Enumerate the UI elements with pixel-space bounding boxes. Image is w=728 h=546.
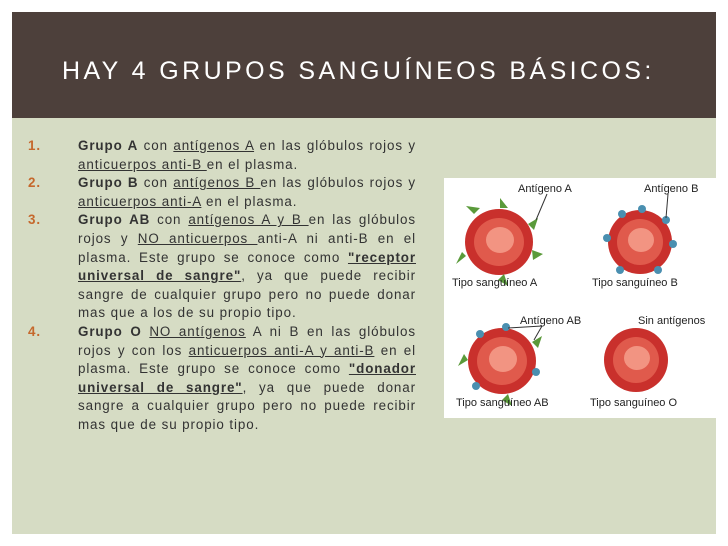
text-segment: en las glóbulos rojos y xyxy=(254,138,416,153)
text-segment: con xyxy=(150,212,189,228)
list-number: 3. xyxy=(28,212,41,228)
blood-types-illustration xyxy=(444,178,720,418)
text-segment: anti-A ni anti-B en el plasma. Este grupo se conoce como xyxy=(78,230,416,265)
text-segment: en el plasma. xyxy=(206,156,299,172)
list-item xyxy=(28,323,416,435)
list-item-text xyxy=(78,175,416,209)
text-segment: anticuerpos anti-B xyxy=(78,156,207,172)
cell-type-b-icon xyxy=(603,194,677,274)
text-segment: "receptor universal de sangre" xyxy=(78,249,416,284)
list-item xyxy=(28,137,416,174)
label-no-antigens: Sin antígenos xyxy=(638,315,706,327)
text-segment: antígenos A xyxy=(173,138,255,153)
cell-type-o-icon xyxy=(604,328,668,392)
cell-type-a-icon xyxy=(456,194,547,286)
text-segment: en las glóbulos rojos y xyxy=(260,175,417,191)
text-segment: en el plasma. xyxy=(201,193,298,209)
text-segment: en las glóbulos rojos y xyxy=(78,212,416,246)
blood-types-figure xyxy=(444,178,720,418)
list-item-text xyxy=(78,324,416,432)
text-segment: anticuerpos anti-A y anti-B xyxy=(188,342,375,358)
label-type-ab: Tipo sanguíneo AB xyxy=(456,397,549,409)
cell-type-ab-icon xyxy=(458,323,542,406)
text-segment: , ya que puede donar sangre a cualquier grupo pero no puede recibir mas que de su propio tipo. xyxy=(78,379,416,432)
text-segment: antígenos B xyxy=(173,175,261,191)
text-segment: Grupo B xyxy=(78,175,139,191)
list-number: 1. xyxy=(28,138,41,153)
text-segment: Grupo AB xyxy=(78,212,151,228)
text-segment: Grupo A xyxy=(78,138,139,153)
label-type-a: Tipo sanguíneo A xyxy=(452,277,538,289)
list-item-text xyxy=(78,138,416,172)
text-segment: NO antígenos xyxy=(149,323,246,339)
text-segment: con xyxy=(138,138,174,153)
text-segment: , ya que puede recibir sangre de cualquier grupo pero no puede donar mas que a los de su propio tipo. xyxy=(78,268,416,321)
text-segment: anticuerpos anti-A xyxy=(78,193,202,209)
text-segment: Grupo O xyxy=(78,323,142,339)
list-number: 4. xyxy=(28,323,41,339)
list-item xyxy=(28,211,416,323)
list-item-text xyxy=(78,212,416,320)
list-number: 2. xyxy=(28,175,41,191)
slide-title: HAY 4 GRUPOS SANGUÍNEOS BÁSICOS: xyxy=(62,57,655,85)
text-segment: A ni B en las glóbulos rojos y con los xyxy=(78,323,416,358)
label-antigen-b: Antígeno B xyxy=(644,183,699,195)
label-type-b: Tipo sanguíneo B xyxy=(592,277,678,289)
text-segment: NO anticuerpos xyxy=(137,230,258,246)
label-type-o: Tipo sanguíneo O xyxy=(590,397,678,409)
label-antigen-ab: Antígeno AB xyxy=(520,315,582,327)
blood-group-list xyxy=(28,137,416,435)
list-item xyxy=(28,174,416,211)
label-antigen-a: Antígeno A xyxy=(518,183,572,195)
text-segment: antígenos A y B xyxy=(188,212,309,228)
text-segment: con xyxy=(138,175,174,191)
text-segment: "donador universal de sangre" xyxy=(78,361,416,395)
text-segment: en el plasma. Este grupo se conoce como xyxy=(78,342,416,377)
